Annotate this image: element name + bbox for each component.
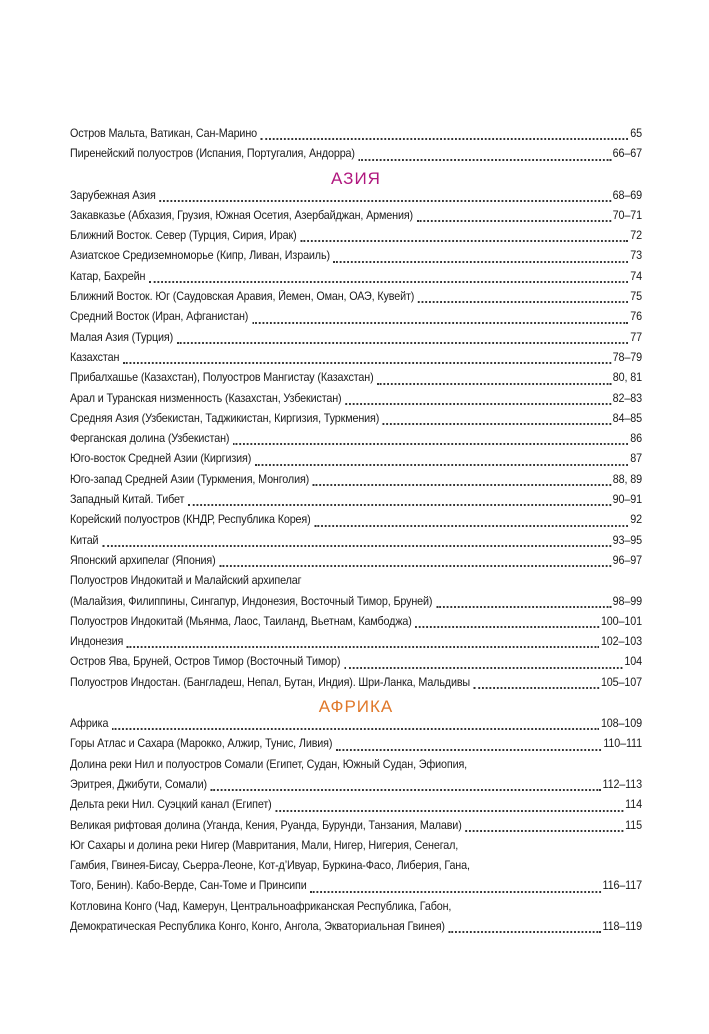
entry-page: 77 xyxy=(630,330,642,344)
entry-page: 115 xyxy=(625,818,642,832)
toc-entry[interactable] xyxy=(70,287,642,307)
asia-entries-2 xyxy=(70,612,642,693)
entry-title: Остров Ява, Бруней, Остров Тимор (Восточный Тимор) xyxy=(70,655,341,669)
dot-leader xyxy=(211,789,601,791)
dot-leader xyxy=(252,322,628,324)
entry-page: 87 xyxy=(630,452,642,466)
dot-leader xyxy=(275,810,623,812)
entry-page: 82–83 xyxy=(612,391,642,405)
dot-leader xyxy=(159,200,610,202)
dot-leader xyxy=(418,301,628,303)
entry-page: 76 xyxy=(630,310,642,324)
toc-entry[interactable] xyxy=(70,307,642,327)
entry-page: 118–119 xyxy=(602,919,642,933)
dot-leader xyxy=(310,891,600,893)
entry-title: Ферганская долина (Узбекистан) xyxy=(70,432,230,446)
entry-page: 105–107 xyxy=(600,675,642,689)
entry-title: Малая Азия (Турция) xyxy=(70,330,174,344)
entry-page: 80, 81 xyxy=(612,371,642,385)
toc-entry[interactable] xyxy=(70,673,642,693)
entry-page: 68–69 xyxy=(612,188,642,202)
entry-title: Закавказье (Абхазия, Грузия, Южная Осетия, Азербайджан, Армения) xyxy=(70,208,413,222)
toc-entry[interactable] xyxy=(70,510,642,530)
entry-title: Дельта реки Нил. Суэцкий канал (Египет) xyxy=(70,798,272,812)
entry-title: Японский архипелаг (Япония) xyxy=(70,553,216,567)
entry-title: Средний Восток (Иран, Афганистан) xyxy=(70,310,249,324)
entry-title: Великая рифтовая долина (Уганда, Кения, Руанда, Бурунди, Танзания, Малави) xyxy=(70,818,462,832)
entry-page: 88, 89 xyxy=(612,472,642,486)
dot-leader xyxy=(383,423,611,425)
toc-entry[interactable] xyxy=(70,734,642,754)
entry-page: 92 xyxy=(630,513,642,527)
toc-entry[interactable] xyxy=(70,144,642,164)
toc-entry[interactable] xyxy=(70,714,642,734)
entry-page: 72 xyxy=(630,229,642,243)
dot-leader xyxy=(449,931,601,933)
toc-entry[interactable] xyxy=(70,186,642,206)
toc-entry-line[interactable]: Полуостров Индокитай и Малайский архипелаг xyxy=(70,574,302,588)
entry-title: Ближний Восток. Юг (Саудовская Аравия, Йемен, Оман, ОАЭ, Кувейт) xyxy=(70,290,415,304)
dot-leader xyxy=(112,728,599,730)
entry-title: Индонезия xyxy=(70,635,124,649)
dot-leader xyxy=(336,749,601,751)
entry-title: Западный Китай. Тибет xyxy=(70,493,185,507)
dot-leader xyxy=(219,565,611,567)
entry-title: Африка xyxy=(70,717,109,731)
africa-entries xyxy=(70,714,642,755)
dot-leader xyxy=(233,443,628,445)
toc-entry[interactable] xyxy=(70,246,642,266)
dot-leader xyxy=(177,342,629,344)
toc-entry[interactable] xyxy=(70,409,642,429)
dot-leader xyxy=(102,545,611,547)
dot-leader xyxy=(465,830,623,832)
dot-leader xyxy=(313,484,611,486)
entry-title: Катар, Бахрейн xyxy=(70,269,146,283)
toc-entry[interactable] xyxy=(70,470,642,490)
toc-entry[interactable] xyxy=(70,612,642,632)
entry-page: 114 xyxy=(625,798,642,812)
entry-title: Остров Мальта, Ватикан, Сан-Марино xyxy=(70,127,258,140)
entry-page: 104 xyxy=(624,655,642,669)
entry-title: Зарубежная Азия xyxy=(70,188,156,202)
entry-page: 70–71 xyxy=(612,208,642,222)
dot-leader xyxy=(417,220,611,222)
toc-entry[interactable] xyxy=(70,592,642,612)
entry-title: Того, Бенин). Кабо-Верде, Сан-Томе и Принсипи xyxy=(70,879,307,893)
dot-leader xyxy=(345,403,611,405)
entry-title: Юго-восток Средней Азии (Киргизия) xyxy=(70,452,252,466)
dot-leader xyxy=(415,626,599,628)
section-heading-asia: АЗИЯ xyxy=(331,168,381,188)
entry-title: Казахстан xyxy=(70,350,120,364)
dot-leader xyxy=(359,159,611,161)
dot-leader xyxy=(255,464,628,466)
entry-title: Прибалхашье (Казахстан), Полуостров Мангистау (Казахстан) xyxy=(70,371,374,385)
entry-page: 98–99 xyxy=(612,594,642,608)
entry-page: 74 xyxy=(630,269,642,283)
entry-page: 78–79 xyxy=(612,350,642,364)
toc-entry[interactable] xyxy=(70,795,642,815)
entry-page: 102–103 xyxy=(600,635,642,649)
dot-leader xyxy=(149,281,628,283)
entry-page: 112–113 xyxy=(602,777,642,791)
toc-entry-line[interactable]: Гамбия, Гвинея-Бисау, Сьерра-Леоне, Кот-д’Ивуар, Буркина-Фасо, Либерия, Гана, xyxy=(70,859,470,873)
africa-entries-2 xyxy=(70,795,642,836)
entry-title: Азиатское Средиземноморье (Кипр, Ливан, Израиль) xyxy=(70,249,330,263)
dot-leader xyxy=(127,646,599,648)
toc-entry[interactable] xyxy=(70,368,642,388)
toc-entry[interactable] xyxy=(70,652,642,672)
entry-title: Ближний Восток. Север (Турция, Сирия, Ирак) xyxy=(70,229,297,243)
toc-entry[interactable] xyxy=(70,206,642,226)
entry-page: 86 xyxy=(630,432,642,446)
entry-title: Демократическая Республика Конго, Конго, Ангола, Экваториальная Гвинея) xyxy=(70,919,445,933)
dot-leader xyxy=(474,687,599,689)
entry-page: 73 xyxy=(630,249,642,263)
entry-page: 110–111 xyxy=(603,737,642,751)
entry-title: Горы Атлас и Сахара (Марокко, Алжир, Тунис, Ливия) xyxy=(70,737,333,751)
entry-page: 96–97 xyxy=(612,553,642,567)
entry-title: Эритрея, Джибути, Сомали) xyxy=(70,777,207,791)
dot-leader xyxy=(123,362,611,364)
section-heading-africa: АФРИКА xyxy=(318,697,394,717)
dot-leader xyxy=(300,240,628,242)
entry-page: 93–95 xyxy=(612,533,642,547)
toc-entry-line[interactable]: Котловина Конго (Чад, Камерун, Центральноафриканская Республика, Габон, xyxy=(70,899,452,913)
entry-title: Полуостров Индостан. (Бангладеш, Непал, Бутан, Индия). Шри-Ланка, Мальдивы xyxy=(70,675,471,689)
toc-entry[interactable] xyxy=(70,551,642,571)
toc-entry[interactable] xyxy=(70,328,642,348)
dot-leader xyxy=(377,383,611,385)
entry-title: Китай xyxy=(70,533,99,547)
toc-entry[interactable] xyxy=(70,449,642,469)
toc-entry[interactable] xyxy=(70,816,642,836)
toc-entry[interactable] xyxy=(70,632,642,652)
entry-title: (Малайзия, Филиппины, Сингапур, Индонезия, Восточный Тимор, Бруней) xyxy=(70,594,433,608)
toc-entry[interactable] xyxy=(70,917,642,937)
entry-page: 100–101 xyxy=(600,614,642,628)
toc-entry[interactable] xyxy=(70,348,642,368)
dot-leader xyxy=(188,504,611,506)
entry-page: 108–109 xyxy=(600,717,642,731)
entry-title: Юго-запад Средней Азии (Туркмения, Монголия) xyxy=(70,472,310,486)
toc-entry[interactable] xyxy=(70,226,642,246)
dot-leader xyxy=(261,138,629,140)
dot-leader xyxy=(314,525,628,527)
toc-entry[interactable] xyxy=(70,429,642,449)
entry-title: Арал и Туранская низменность (Казахстан, Узбекистан) xyxy=(70,391,342,405)
toc-entry-line[interactable]: Юг Сахары и долина реки Нигер (Мавритания, Мали, Нигер, Нигерия, Сенегал, xyxy=(70,838,459,852)
dot-leader xyxy=(344,667,622,669)
entry-page: 66–67 xyxy=(612,147,642,161)
toc-entry[interactable] xyxy=(70,490,642,510)
toc-entry[interactable] xyxy=(70,389,642,409)
entry-page: 65 xyxy=(630,127,642,140)
entry-page: 84–85 xyxy=(612,411,642,425)
entry-title: Пиренейский полуостров (Испания, Португалия, Андорра) xyxy=(70,147,355,161)
toc-entry[interactable] xyxy=(70,267,642,287)
asia-entries xyxy=(70,186,642,572)
table-of-contents xyxy=(70,124,642,937)
toc-entry-line[interactable]: Долина реки Нил и полуостров Сомали (Египет, Судан, Южный Судан, Эфиопия, xyxy=(70,757,468,771)
entry-page: 90–91 xyxy=(612,493,642,507)
entry-title: Средняя Азия (Узбекистан, Таджикистан, Киргизия, Туркмения) xyxy=(70,411,380,425)
entry-page: 116–117 xyxy=(602,879,642,893)
dot-leader xyxy=(334,261,629,263)
entry-title: Полуостров Индокитай (Мьянма, Лаос, Таиланд, Вьетнам, Камбоджа) xyxy=(70,614,412,628)
entry-title: Корейский полуостров (КНДР, Республика Корея) xyxy=(70,513,311,527)
toc-entry[interactable] xyxy=(70,876,642,896)
toc-entry[interactable] xyxy=(70,531,642,551)
dot-leader xyxy=(436,606,611,608)
toc-entry[interactable] xyxy=(70,775,642,795)
toc-entry[interactable] xyxy=(70,124,642,144)
entry-page: 75 xyxy=(630,290,642,304)
